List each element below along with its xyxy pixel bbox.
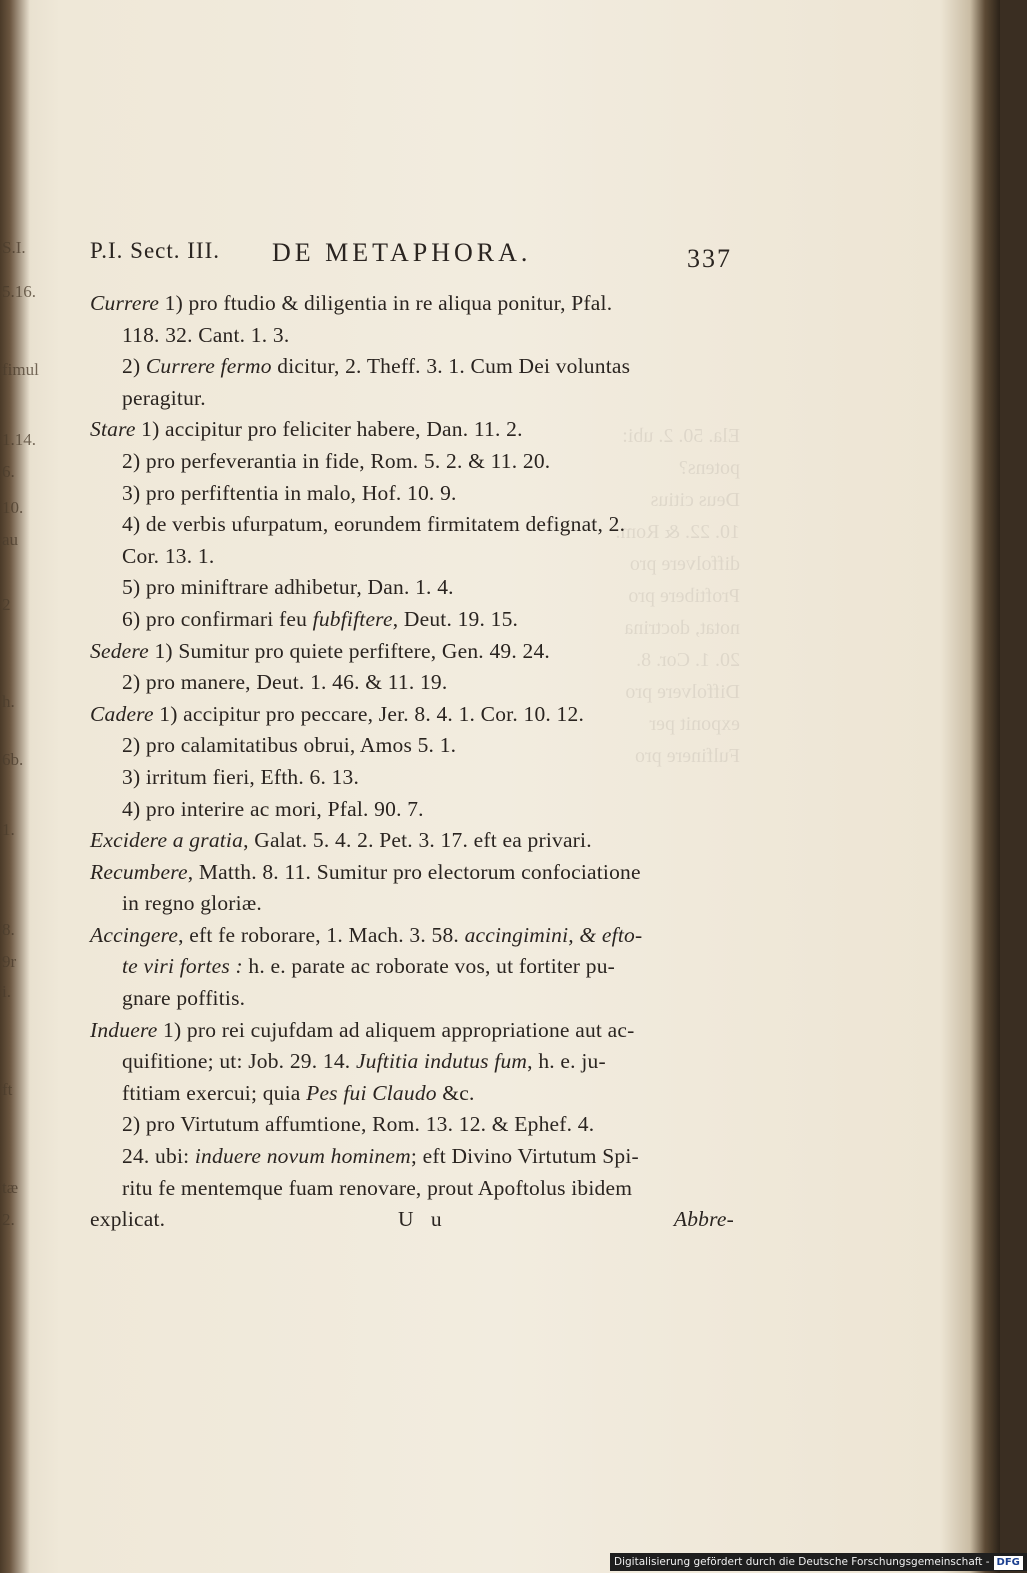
item-line — [90, 351, 740, 383]
margin-fragment: ft — [2, 1080, 13, 1099]
margin-fragment: 6b. — [2, 750, 24, 769]
item-line — [90, 667, 740, 699]
line-text: 3) irritum fieri, Efth. 6. 13. — [122, 764, 360, 789]
line-text: h. e. parate ac roborate vos, ut fortiter pu- — [242, 954, 616, 979]
line-text-prefix: 24. ubi: — [122, 1144, 195, 1169]
continuation-line — [90, 320, 740, 352]
item-line — [90, 541, 740, 573]
page-title: DE METAPHORA. — [272, 238, 532, 267]
line-text: 4) pro interire ac mori, Pfal. 90. 7. — [122, 796, 424, 821]
line-text: , Matth. 8. 11. Sumitur pro electorum confociatione — [187, 859, 641, 884]
item-line — [90, 730, 740, 762]
line-text: 4) de verbis ufurpatum, eorundem firmitatem defignat, 2. — [122, 512, 626, 537]
last-line — [90, 1204, 740, 1236]
continuation-line — [90, 1173, 740, 1205]
entry-line — [90, 414, 740, 446]
margin-fragment: i. — [2, 982, 11, 1001]
continuation-line — [90, 1078, 740, 1110]
line-text: 5) pro miniftrare adhibetur, Dan. 1. 4. — [122, 575, 454, 600]
italic-phrase: te viri fortes : — [122, 954, 243, 979]
page-number: 337 — [687, 244, 732, 273]
italic-phrase: Currere fermo — [145, 354, 272, 379]
entry-headword: Accingere — [90, 922, 179, 947]
italic-phrase: fubfiftere — [312, 606, 393, 631]
entry-line — [90, 288, 740, 320]
item-line — [90, 794, 740, 826]
margin-fragment: 2. — [2, 1210, 15, 1229]
item-line — [90, 604, 740, 636]
continuation-line — [90, 983, 740, 1015]
previous-page-margin-fragments — [0, 230, 39, 1230]
line-text: 1) Sumitur pro quiete perfiftere, Gen. 49. 24. — [148, 638, 550, 663]
item-line — [90, 572, 740, 604]
line-text: 2) pro manere, Deut. 1. 46. & 11. 19. — [122, 670, 448, 695]
entry-line — [90, 920, 740, 952]
italic-phrase: Juftitia indutus fum — [355, 1049, 528, 1074]
margin-fragment: 10. — [2, 498, 24, 517]
continuation-line — [90, 1141, 740, 1173]
catchword: Abbre- — [673, 1207, 734, 1232]
item-line — [90, 1109, 740, 1141]
margin-fragment: 2 — [2, 595, 11, 614]
line-text: 1) accipitur pro peccare, Jer. 8. 4. 1. Cor. 10. 12. — [153, 701, 585, 726]
entry-line — [90, 636, 740, 668]
line-text: peragitur. — [122, 385, 206, 410]
line-text: 3) pro perfiftentia in malo, Hof. 10. 9. — [122, 480, 457, 505]
margin-fragment: 1. — [2, 820, 15, 839]
line-text-prefix: 6) pro confirmari feu — [122, 606, 313, 631]
book-page — [90, 238, 740, 1236]
line-text: in regno gloriæ. — [122, 891, 262, 916]
line-text-prefix: 2) — [122, 354, 146, 379]
line-text: , Deut. 19. 15. — [392, 606, 519, 631]
line-text: Cor. 13. 1. — [122, 543, 215, 568]
continuation-line — [90, 888, 740, 920]
continuation-line — [90, 951, 740, 983]
continuation-line — [90, 383, 740, 415]
running-header — [90, 238, 740, 274]
dfg-logo-icon: DFG — [994, 1556, 1023, 1570]
entry-line — [90, 1015, 740, 1047]
line-text: , eft fe roborare, 1. Mach. 3. 58. — [178, 922, 465, 947]
line-text: 1) pro rei cujufdam ad aliquem appropriatione aut ac- — [157, 1017, 635, 1042]
italic-phrase: induere novum hominem — [194, 1144, 411, 1169]
line-text-prefix: ftitiam exercui; quia — [122, 1080, 307, 1105]
line-text: 2) pro perfeverantia in fide, Rom. 5. 2. & 11. 20. — [122, 448, 551, 473]
digitization-footer — [610, 1553, 1027, 1571]
line-text: gnare poffitis. — [122, 986, 246, 1011]
margin-fragment: 5.16. — [2, 282, 36, 301]
entry-line — [90, 857, 740, 889]
margin-fragment: au — [2, 530, 19, 549]
entry-headword: Induere — [90, 1017, 158, 1042]
line-text: 1) pro ftudio & diligentia in re aliqua ponitur, Pfal. — [159, 291, 613, 315]
item-line — [90, 509, 740, 541]
line-text: ritu fe mentemque fuam renovare, prout Apoftolus ibidem — [122, 1175, 633, 1200]
margin-fragment: 8. — [2, 920, 15, 939]
item-line — [90, 446, 740, 478]
entry-line — [90, 699, 740, 731]
line-text: , Galat. 5. 4. 2. Pet. 3. 17. eft ea privari. — [243, 828, 592, 853]
margin-fragment: 1.14. — [2, 430, 36, 449]
margin-fragment: 9r — [2, 952, 17, 971]
bleed-through-shadow: Ela. 50. 2. ubi: potens? Deus citius 10. 22. & Rom. diffolvere pro Proftibere pro notat, doctrina 20. 1. Cor. 8. Diffolvere pro exponit per Fulfinere pro — [615, 425, 740, 767]
body-text — [90, 288, 740, 1204]
margin-fragment: tæ — [2, 1178, 19, 1197]
margin-fragment: fimul — [2, 360, 39, 379]
item-line — [90, 478, 740, 510]
entry-line — [90, 825, 740, 857]
entry-headword: Stare — [90, 417, 136, 442]
margin-fragment: S.I. — [2, 238, 26, 257]
footer-text: Digitalisierung gefördert durch die Deutsche Forschungsgemeinschaft - — [614, 1556, 990, 1568]
margin-fragment: 6. — [2, 462, 15, 481]
italic-phrase: Pes fui Claudo — [306, 1080, 437, 1105]
line-text: ; eft Divino Virtutum Spi- — [410, 1144, 639, 1169]
line-text: &c. — [436, 1080, 475, 1105]
entry-headword: Cadere — [90, 701, 154, 726]
entry-headword: Currere — [90, 291, 160, 315]
last-line-text: explicat. — [90, 1207, 166, 1232]
line-text: , h. e. ju- — [527, 1049, 606, 1074]
section-label: P.I. Sect. III. — [90, 238, 220, 263]
entry-headword: Recumbere — [90, 859, 188, 884]
signature-mark: U u — [398, 1207, 448, 1232]
item-line — [90, 762, 740, 794]
continuation-line — [90, 1046, 740, 1078]
line-text: 1) accipitur pro feliciter habere, Dan. 11. 2. — [135, 417, 523, 442]
line-text: 2) pro calamitatibus obrui, Amos 5. 1. — [122, 733, 457, 758]
line-text: 118. 32. Cant. 1. 3. — [122, 322, 290, 347]
margin-fragment: h. — [2, 692, 15, 711]
line-text: 2) pro Virtutum affumtione, Rom. 13. 12. & Ephef. 4. — [122, 1112, 595, 1137]
line-text-prefix: quifitione; ut: Job. 29. 14. — [122, 1049, 356, 1074]
entry-headword: Excidere a gratia — [90, 828, 244, 853]
line-text: dicitur, 2. Theff. 3. 1. Cum Dei voluntas — [271, 354, 631, 379]
italic-phrase: accingimini, & efto- — [464, 922, 643, 947]
entry-headword: Sedere — [90, 638, 149, 663]
